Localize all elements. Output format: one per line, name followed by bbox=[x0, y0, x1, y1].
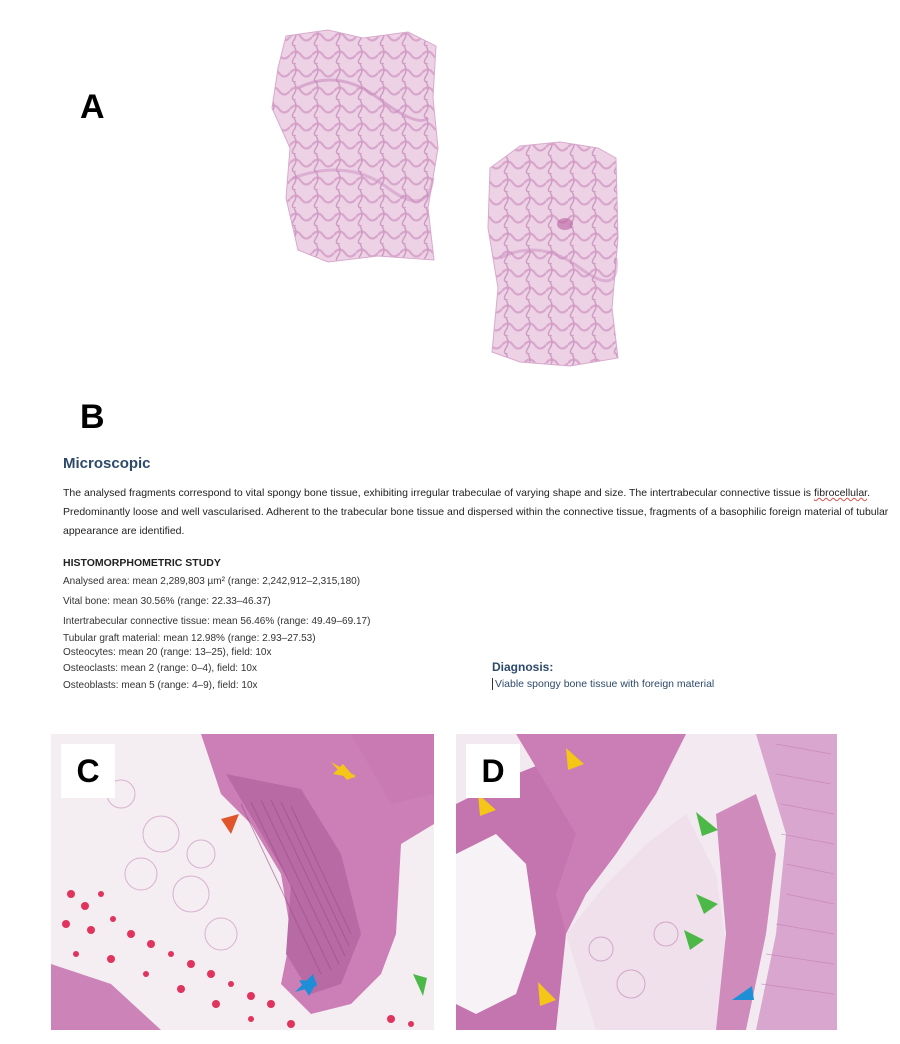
study-line-connective-tissue: Intertrabecular connective tissue: mean 56.46% (range: 49.49–69.17) bbox=[63, 616, 371, 627]
microscopic-heading: Microscopic bbox=[63, 455, 151, 472]
study-line-analysed-area: Analysed area: mean 2,289,803 µm² (range: 2,242,912–2,315,180) bbox=[63, 576, 361, 587]
panel-a-label: A bbox=[80, 88, 105, 126]
paragraph-underlined-word: fibrocellular bbox=[813, 487, 868, 499]
micrograph-panel-d bbox=[456, 734, 837, 1030]
study-line-vital-bone: Vital bone: mean 30.56% (range: 22.33–46.37) bbox=[63, 596, 271, 607]
study-line-osteoblasts: Osteoblasts: mean 5 (range: 4–9), field: 10x bbox=[63, 680, 258, 691]
panel-b-label: B bbox=[80, 398, 105, 436]
study-line-osteocytes: Osteocytes: mean 20 (range: 13–25), field: 10x bbox=[63, 647, 272, 658]
microscopic-paragraph bbox=[63, 484, 893, 541]
study-line-osteoclasts: Osteoclasts: mean 2 (range: 0–4), field: 10x bbox=[63, 663, 257, 674]
histomorphometric-title: HISTOMORPHOMETRIC STUDY bbox=[63, 557, 221, 569]
panel-d-label: D bbox=[466, 744, 520, 798]
paragraph-text-1: The analysed fragments correspond to vital spongy bone tissue, exhibiting irregular trabeculae of varying shape and size. The intertrabecular connective tissue is bbox=[63, 487, 814, 499]
tissue-fragment-2 bbox=[480, 138, 620, 370]
paragraph-text-2: . Predominantly loose and well vascularised. Adherent to the trabecular bone tissue and dispersed within the connective tissue, fragments of a basophilic foreign material of tubular appearance are identified. bbox=[63, 487, 889, 537]
diagnosis-text: Viable spongy bone tissue with foreign material bbox=[492, 678, 714, 690]
micrograph-panel-c bbox=[51, 734, 434, 1030]
panel-c-label: C bbox=[61, 744, 115, 798]
tissue-fragment-1 bbox=[268, 28, 440, 264]
diagnosis-heading: Diagnosis: bbox=[492, 660, 554, 674]
study-line-graft-material: Tubular graft material: mean 12.98% (range: 2.93–27.53) bbox=[63, 633, 316, 644]
